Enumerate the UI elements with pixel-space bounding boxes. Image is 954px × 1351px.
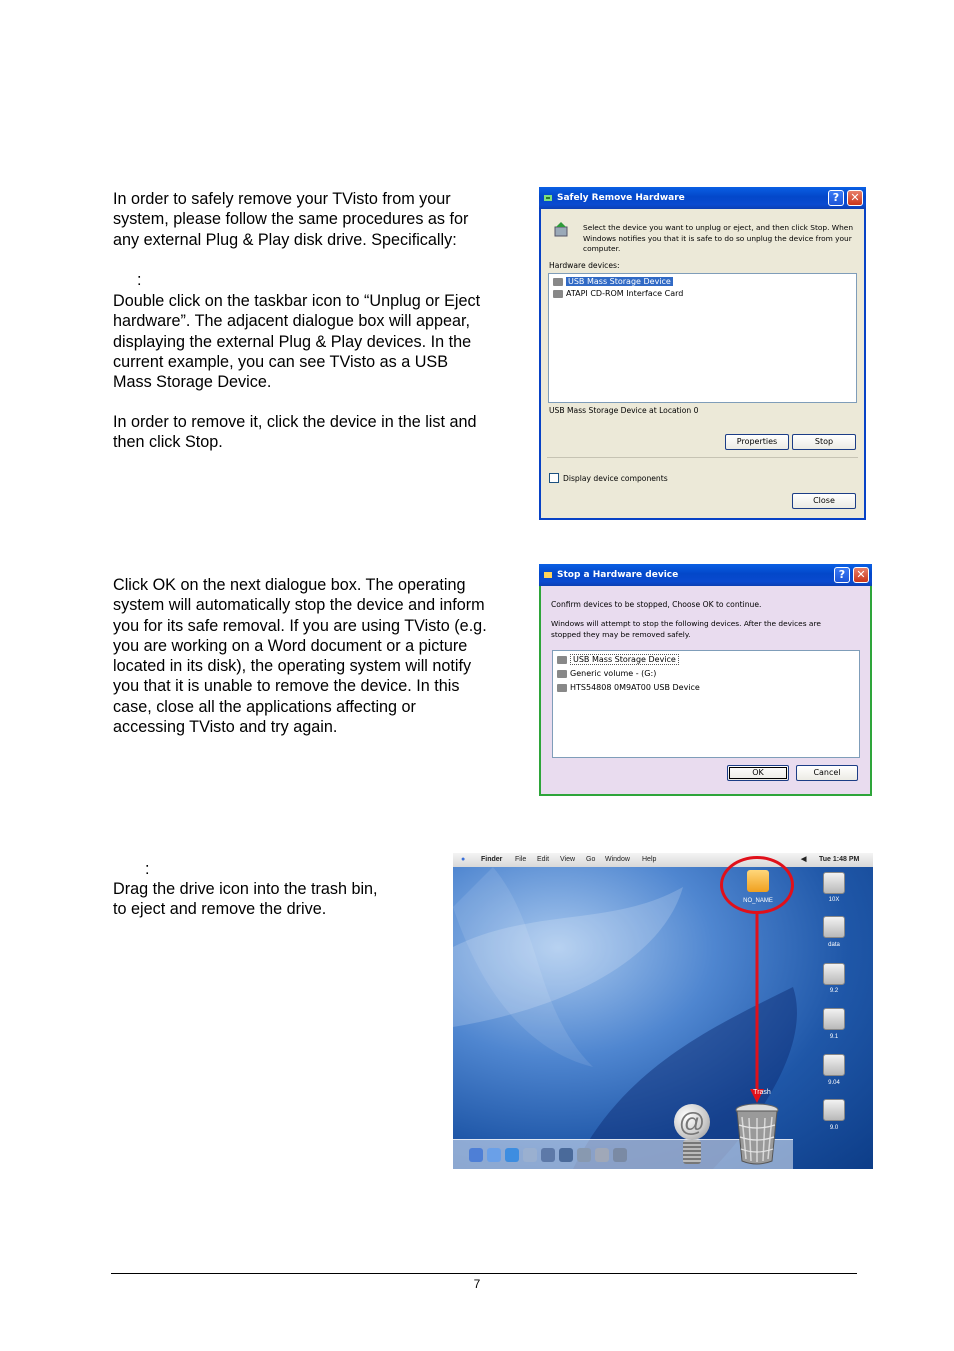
itunes-icon[interactable] (523, 1148, 537, 1162)
text-line: you are working on a Word document or a picture (113, 636, 468, 655)
disk-icon[interactable] (823, 872, 845, 894)
intro-paragraph (113, 189, 468, 250)
confirm-text: Confirm devices to be stopped, Choose OK to continue. (551, 600, 762, 609)
instruction-line: computer. (583, 244, 621, 253)
text-line: you that it is unable to remove the device. In this (113, 677, 460, 696)
disk-label: 9.2 (829, 988, 839, 994)
disk-icon[interactable] (823, 1054, 845, 1076)
text-line: case, close all the applications affecting or (113, 697, 416, 716)
drive-label: NO_NAME (743, 898, 773, 904)
disk-icon[interactable] (823, 1099, 845, 1121)
highlight-circle (720, 856, 794, 914)
devices-to-stop-list[interactable] (552, 650, 860, 758)
trash-icon[interactable] (734, 1103, 780, 1165)
device-name: USB Mass Storage Device (568, 277, 671, 286)
device-name: Generic volume - (G:) (570, 669, 657, 678)
app-icon[interactable] (595, 1148, 609, 1162)
display-components-checkbox[interactable] (549, 473, 559, 483)
disk-icon[interactable] (823, 963, 845, 985)
menu-edit[interactable]: Edit (537, 856, 550, 863)
spring-icon (683, 1140, 701, 1164)
device-name: ATAPI CD-ROM Interface Card (566, 289, 684, 298)
text-line: current example, you can see TVisto as a USB (113, 352, 449, 371)
windows-os-heading: : (137, 271, 142, 289)
stop-hardware-device-dialog (539, 564, 872, 796)
text-line: located in its disk), the operating system will notify (113, 657, 472, 676)
text-line: In order to remove it, click the device in the list and (113, 413, 477, 431)
text-line: you for its safe removal. If you are using TVisto (e.g. (113, 616, 487, 635)
list-item[interactable] (557, 668, 656, 679)
menu-window[interactable]: Window (605, 856, 630, 863)
device-name: USB Mass Storage Device (570, 654, 679, 665)
warning-line: stopped they may be removed safely. (551, 629, 691, 639)
usb-icon (557, 656, 567, 664)
app-icon[interactable] (577, 1148, 591, 1162)
help-button[interactable]: ? (834, 567, 850, 583)
remove-instructions-paragraph (113, 412, 477, 453)
checkbox-label: Display device components (563, 474, 668, 483)
volume-icon[interactable]: ◀ (801, 856, 807, 863)
close-icon[interactable]: ✕ (847, 190, 863, 206)
hardware-device-list[interactable] (548, 273, 857, 403)
text-line: system, please follow the same procedures as for (113, 210, 469, 229)
help-button[interactable]: ? (828, 190, 844, 206)
disk-icon[interactable] (823, 1008, 845, 1030)
stop-button[interactable]: Stop (792, 434, 856, 450)
hardware-icon (543, 570, 553, 580)
disk-label: 9.0 (829, 1125, 839, 1131)
dialog-body (541, 586, 870, 794)
hardware-devices-label: Hardware devices: (549, 261, 620, 270)
ok-button[interactable]: OK (727, 765, 789, 781)
hardware-eject-icon (553, 221, 571, 239)
dialog-body (541, 209, 864, 518)
dialog-instruction (583, 223, 853, 255)
text-line: Double click on the taskbar icon to “Unplug or Eject (113, 292, 481, 310)
page-number: 7 (473, 1277, 481, 1291)
menu-clock: Tue 1:48 PM (819, 856, 860, 863)
dialog-titlebar (539, 187, 866, 209)
cdrom-icon (553, 290, 563, 298)
usb-icon (553, 278, 563, 286)
cancel-button[interactable]: Cancel (796, 765, 858, 781)
disk-icon[interactable] (823, 916, 845, 938)
text-line: accessing TVisto and try again. (113, 718, 338, 737)
mail-at-icon[interactable]: @ (674, 1104, 710, 1140)
text-line: system will automatically stop the device and inform (113, 596, 485, 615)
mac-instructions-paragraph (113, 879, 378, 920)
text-line: any external Plug & Play disk drive. Specifically: (113, 230, 457, 249)
text-line: hardware”. The adjacent dialogue box will appear, (113, 312, 470, 331)
windows-instructions-paragraph (113, 291, 480, 392)
app-icon[interactable] (559, 1148, 573, 1162)
hardware-icon (543, 193, 553, 203)
drag-arrow (747, 913, 767, 1103)
menu-view[interactable]: View (560, 856, 576, 863)
list-item[interactable] (557, 682, 700, 693)
footer-rule (111, 1273, 857, 1274)
mac-desktop-screenshot (453, 853, 873, 1169)
text-line: Click OK on the next dialogue box. The operating (113, 576, 466, 594)
instruction-line: Select the device you want to unplug or eject, and then click Stop. When (583, 223, 854, 232)
warning-line: Windows will attempt to stop the following devices. After the devices are (551, 619, 821, 628)
disk-label: 10X (828, 897, 840, 903)
volume-icon (557, 670, 567, 678)
list-item[interactable] (553, 288, 683, 299)
close-icon[interactable]: ✕ (853, 567, 869, 583)
disk-label: 9.04 (828, 1080, 840, 1086)
dialog-title: Safely Remove Hardware (557, 193, 685, 203)
ie-icon[interactable] (505, 1148, 519, 1162)
text-line: then click Stop. (113, 433, 223, 452)
mac-os-heading: : (145, 860, 150, 878)
list-item[interactable] (557, 654, 679, 665)
warning-text (551, 619, 821, 640)
text-line: Mass Storage Device. (113, 373, 272, 392)
text-line: Drag the drive icon into the trash bin, (113, 880, 378, 898)
device-location: USB Mass Storage Device at Location 0 (549, 406, 699, 415)
dialog-titlebar (539, 564, 872, 586)
properties-button[interactable]: Properties (725, 434, 789, 450)
stop-device-paragraph (113, 575, 487, 737)
instruction-line: Windows notifies you that it is safe to do so unplug the device from your (583, 233, 852, 243)
menu-file[interactable]: File (515, 856, 527, 863)
app-icon[interactable] (541, 1148, 555, 1162)
safely-remove-hardware-dialog (539, 187, 866, 520)
apple-menu-icon[interactable]: ● (461, 856, 466, 863)
mac-menu-bar (453, 853, 873, 867)
disk-label: data (828, 942, 840, 948)
menu-go[interactable]: Go (586, 856, 596, 863)
dialog-title: Stop a Hardware device (557, 570, 679, 580)
menu-help[interactable]: Help (642, 856, 657, 863)
device-name: HTS54808 0M9AT00 USB Device (570, 683, 700, 692)
finder-icon[interactable] (469, 1148, 483, 1162)
disk-label: 9.1 (829, 1034, 839, 1040)
text-line: In order to safely remove your TVisto from your (113, 190, 451, 208)
menu-finder[interactable]: Finder (481, 856, 503, 863)
divider (547, 457, 858, 458)
list-item[interactable] (553, 276, 673, 287)
text-line: to eject and remove the drive. (113, 900, 327, 919)
app-icon[interactable] (613, 1148, 627, 1162)
text-line: displaying the external Plug & Play devices. In the (113, 332, 472, 351)
desktop-wallpaper (453, 867, 873, 1169)
trash-label: Trash (753, 1089, 771, 1096)
mail-icon[interactable] (487, 1148, 501, 1162)
close-button[interactable]: Close (792, 493, 856, 509)
disk-icon (557, 684, 567, 692)
